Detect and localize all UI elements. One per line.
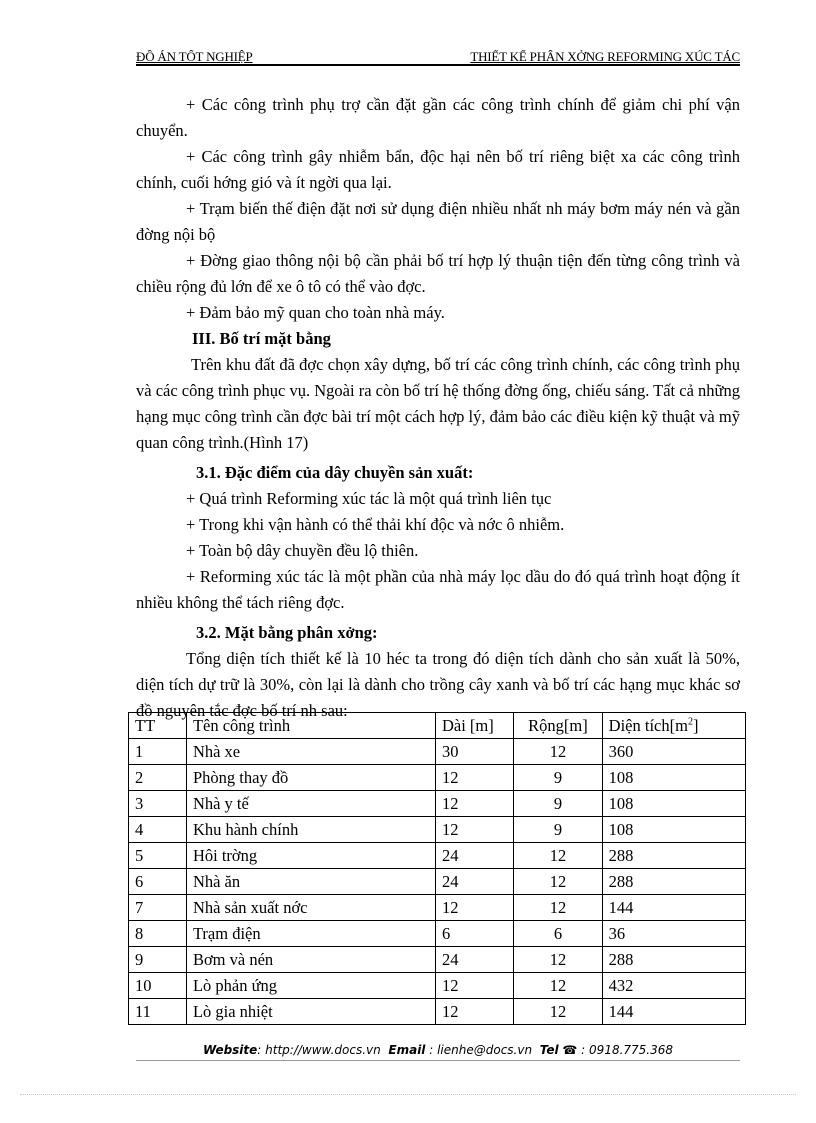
cell-area: 144	[602, 999, 745, 1025]
paragraph: + Đảm bảo mỹ quan cho toàn nhà máy.	[186, 303, 445, 322]
cell-length: 6	[435, 921, 513, 947]
footer-website-label: Website	[202, 1043, 258, 1057]
cell-width: 12	[514, 999, 602, 1025]
header-right: THIẾT KẾ PHÂN XỞNG REFORMING XÚC TÁC	[470, 50, 740, 64]
subsection-heading: 3.2. Mặt bằng phân xởng:	[196, 623, 378, 642]
table-row	[129, 999, 746, 1025]
cell-name: Lò phản ứng	[186, 973, 435, 999]
page-footer	[136, 1040, 740, 1061]
cell-tt: 2	[129, 765, 187, 791]
table-row	[129, 869, 746, 895]
cell-tt: 9	[129, 947, 187, 973]
cell-area: 288	[602, 843, 745, 869]
cell-tt: 7	[129, 895, 187, 921]
header-area	[602, 713, 745, 739]
subsection-heading: 3.1. Đặc điểm của dây chuyền sản xuất:	[196, 463, 474, 482]
cell-area: 108	[602, 817, 745, 843]
cell-width: 9	[514, 791, 602, 817]
facility-table	[128, 712, 746, 1025]
paragraph: Tổng diện tích thiết kế là 10 héc ta trong đó diện tích dành cho sản xuất là 50%, diện tích dự trữ là 30%, còn lại là dành cho trồng cây xanh và bố trí các hạng mục khác sơ đồ nguyên tắc đợc bố trí nh sau:	[136, 649, 740, 720]
table-row	[129, 921, 746, 947]
cell-area: 288	[602, 869, 745, 895]
table-row	[129, 947, 746, 973]
table-header-row	[129, 713, 746, 739]
document-body	[136, 92, 740, 724]
paragraph: + Trong khi vận hành có thể thải khí độc và nớc ô nhiễm.	[186, 515, 565, 534]
table-row	[129, 843, 746, 869]
cell-name: Khu hành chính	[186, 817, 435, 843]
cell-name: Nhà y tế	[186, 791, 435, 817]
cell-width: 9	[514, 765, 602, 791]
cell-tt: 3	[129, 791, 187, 817]
cell-length: 24	[435, 947, 513, 973]
footer-email[interactable]: : lienhe@docs.vn	[425, 1043, 533, 1057]
paragraph: + Reforming xúc tác là một phần của nhà máy lọc dầu do đó quá trình hoạt động ít nhiều không thể tách riêng đợc.	[136, 567, 740, 612]
paragraph: + Trạm biến thế điện đặt nơi sử dụng điện nhiều nhất nh máy bơm máy nén và gần đờng nội bộ	[136, 199, 740, 244]
header-area-text: Diện tích[m	[608, 715, 688, 735]
cell-tt: 5	[129, 843, 187, 869]
cell-area: 288	[602, 947, 745, 973]
cell-name: Lò gia nhiệt	[186, 999, 435, 1025]
header-area-sup: 2	[687, 716, 693, 727]
cell-length: 12	[435, 999, 513, 1025]
cell-width: 12	[514, 843, 602, 869]
cell-name: Trạm điện	[186, 921, 435, 947]
cell-area: 108	[602, 791, 745, 817]
cell-area: 360	[602, 739, 745, 765]
cell-name: Phòng thay đồ	[186, 765, 435, 791]
cell-width: 12	[514, 739, 602, 765]
paragraph: + Các công trình gây nhiễm bẩn, độc hại nên bố trí riêng biệt xa các công trình chính, cuối hớng gió và ít ngời qua lại.	[136, 147, 740, 192]
page-header	[136, 50, 740, 66]
footer-tel: ☎ : 0918.775.368	[558, 1043, 674, 1057]
cell-tt: 11	[129, 999, 187, 1025]
cell-area: 108	[602, 765, 745, 791]
cell-length: 12	[435, 791, 513, 817]
cell-name: Hôi trờng	[186, 843, 435, 869]
cell-width: 9	[514, 817, 602, 843]
cell-width: 12	[514, 869, 602, 895]
cell-length: 12	[435, 973, 513, 999]
cell-area: 432	[602, 973, 745, 999]
header-tt: TT	[129, 713, 187, 739]
paragraph: + Các công trình phụ trợ cần đặt gần các công trình chính để giảm chi phí vận chuyển.	[136, 95, 740, 140]
header-length: Dài [m]	[435, 713, 513, 739]
cell-length: 24	[435, 843, 513, 869]
cell-name: Nhà ăn	[186, 869, 435, 895]
cell-length: 30	[435, 739, 513, 765]
table-row	[129, 817, 746, 843]
cell-width: 12	[514, 947, 602, 973]
cell-tt: 8	[129, 921, 187, 947]
cell-length: 12	[435, 895, 513, 921]
page-bottom-rule	[20, 1094, 796, 1095]
cell-area: 36	[602, 921, 745, 947]
cell-name: Nhà sản xuất nớc	[186, 895, 435, 921]
cell-tt: 6	[129, 869, 187, 895]
paragraph: + Quá trình Reforming xúc tác là một quá trình liên tục	[186, 489, 552, 508]
cell-width: 12	[514, 973, 602, 999]
cell-tt: 4	[129, 817, 187, 843]
table-row	[129, 973, 746, 999]
header-left: ĐỒ ÁN TỐT NGHIỆP	[136, 50, 253, 64]
cell-tt: 1	[129, 739, 187, 765]
cell-tt: 10	[129, 973, 187, 999]
paragraph: + Toàn bộ dây chuyền đều lộ thiên.	[186, 541, 419, 560]
footer-website[interactable]: : http://www.docs.vn	[257, 1043, 381, 1057]
cell-length: 12	[435, 765, 513, 791]
table-row	[129, 791, 746, 817]
table-row	[129, 765, 746, 791]
table-row	[129, 739, 746, 765]
header-area-end: ]	[692, 715, 699, 735]
footer-email-label: Email	[388, 1043, 426, 1057]
cell-area: 144	[602, 895, 745, 921]
table-row	[129, 895, 746, 921]
paragraph: Trên khu đất đã đợc chọn xây dựng, bố trí các công trình chính, các công trình phụ và các công trình phục vụ. Ngoài ra còn bố trí hệ thống đờng ống, chiếu sáng. Tất cả những hạng mục công trình cần đợc bài trí một cách hợp lý, đảm bảo các điều kiện kỹ thuật và mỹ quan công trình.(Hình 17)	[136, 355, 740, 452]
cell-length: 24	[435, 869, 513, 895]
cell-width: 12	[514, 895, 602, 921]
cell-name: Bơm và nén	[186, 947, 435, 973]
header-width: Rộng[m]	[514, 713, 602, 739]
section-heading: III. Bố trí mặt bằng	[192, 329, 331, 348]
header-name: Tên công trình	[186, 713, 435, 739]
cell-length: 12	[435, 817, 513, 843]
footer-tel-label: Tel	[539, 1043, 559, 1057]
cell-name: Nhà xe	[186, 739, 435, 765]
paragraph: + Đờng giao thông nội bộ cần phải bố trí hợp lý thuận tiện đến từng công trình và chiều rộng đủ lớn để xe ô tô có thể vào đợc.	[136, 251, 740, 296]
cell-width: 6	[514, 921, 602, 947]
